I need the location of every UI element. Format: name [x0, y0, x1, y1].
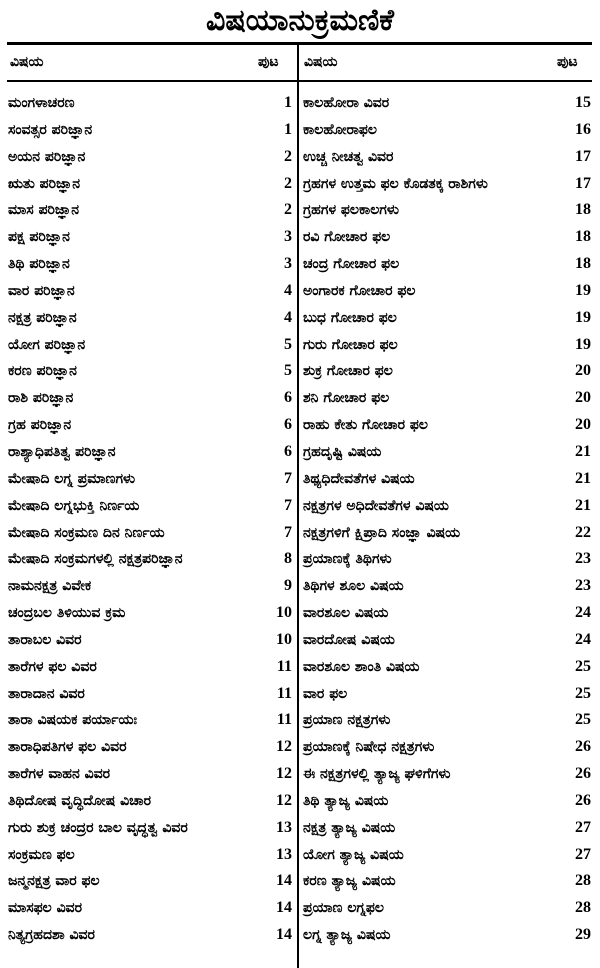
toc-entry — [303, 175, 593, 202]
toc-entry-topic: ಪ್ರಯಾಣಕ್ಕೆ ತಿಥಿಗಳು — [303, 551, 392, 568]
toc-entry-topic: ತಾರೆಗಳ ವಾಹನ ವಿವರ — [8, 766, 111, 783]
toc-entry — [8, 524, 298, 551]
toc-entry — [303, 121, 593, 148]
toc-entry-topic: ಕಾಲಹೋರಾ ವಿವರ — [303, 95, 390, 111]
toc-entry — [303, 631, 593, 658]
toc-entry — [303, 94, 593, 121]
toc-entry — [8, 309, 298, 336]
toc-entry-page-number: 23 — [575, 550, 591, 568]
toc-entry-page-number: 22 — [575, 523, 591, 541]
toc-entry — [303, 497, 593, 524]
toc-entry-page-number: 7 — [284, 523, 292, 541]
toc-entry — [8, 94, 298, 121]
toc-entry — [8, 658, 298, 685]
toc-entry — [8, 416, 298, 443]
toc-entry-page-number: 10 — [276, 630, 292, 648]
toc-entry — [8, 792, 298, 819]
toc-entry-topic: ಲಗ್ನ ತ್ಯಾಜ್ಯ ವಿಷಯ — [303, 927, 391, 944]
toc-entry — [8, 685, 298, 712]
toc-entry — [303, 658, 593, 685]
toc-entry-topic: ಸಂಕ್ರಮಣ ಫಲ — [8, 846, 75, 863]
toc-entry-topic: ಶುಕ್ರ ಗೋಚಾರ ಫಲ — [303, 363, 393, 380]
toc-entry-page-number: 17 — [575, 147, 591, 165]
toc-entry-topic: ಚಂದ್ರಬಲ ತಿಳಿಯುವ ಕ್ರಮ — [8, 605, 126, 622]
toc-entry-topic: ತಿಥಿಗಳ ಶೂಲ ವಿಷಯ — [303, 578, 404, 595]
toc-entry-page-number: 10 — [276, 604, 292, 622]
toc-entry-page-number: 18 — [575, 228, 591, 246]
toc-entry-page-number: 2 — [284, 201, 292, 219]
toc-entry-topic: ಋತು ಪರಿಜ್ಞಾನ — [8, 175, 81, 192]
toc-entry-page-number: 20 — [575, 389, 591, 407]
toc-entry-page-number: 6 — [284, 442, 292, 460]
toc-entry-page-number: 2 — [284, 174, 292, 192]
toc-entry-topic: ಯೋಗ ಪರಿಜ್ಞಾನ — [8, 336, 86, 353]
toc-entry-topic: ನಕ್ಷತ್ರಗಳ ಅಧಿದೇವತೆಗಳ ವಿಷಯ — [303, 497, 449, 514]
page-title: ವಿಷಯಾನುಕ್ರಮಣಿಕೆ — [206, 3, 394, 38]
toc-entry-topic: ನಿತ್ಯಗ್ರಹದಶಾ ವಿವರ — [8, 927, 95, 944]
toc-entry-page-number: 29 — [575, 926, 591, 944]
toc-entry-topic: ಮೇಷಾದಿ ಸಂಕ್ರಮಗಳಲ್ಲಿ ನಕ್ಷತ್ರಪರಿಜ್ಞಾನ — [8, 551, 183, 568]
toc-entry — [8, 443, 298, 470]
toc-entry — [303, 711, 593, 738]
right-topic-header: ವಿಷಯ — [304, 54, 338, 70]
toc-entry — [8, 201, 298, 228]
toc-entry-topic: ತಾರಾಧಿಪತಿಗಳ ಫಲ ವಿವರ — [8, 739, 127, 756]
toc-entry-topic: ವಾರಶೂಲ ಶಾಂತಿ ವಿಷಯ — [303, 658, 420, 675]
toc-entry-page-number: 12 — [276, 738, 292, 756]
toc-entry-topic: ಯೋಗ ತ್ಯಾಜ್ಯ ವಿಷಯ — [303, 846, 404, 863]
toc-entry-page-number: 1 — [284, 94, 292, 111]
toc-entry-topic: ಗ್ರಹಗಳ ಉತ್ತಮ ಫಲ ಕೊಡತಕ್ಕ ರಾಶಿಗಳು — [303, 175, 488, 192]
toc-entry-page-number: 20 — [575, 416, 591, 434]
toc-entry — [8, 711, 298, 738]
toc-entry-topic: ರವಿ ಗೋಚಾರ ಫಲ — [303, 229, 391, 246]
toc-entry-page-number: 27 — [575, 818, 591, 836]
toc-entry-page-number: 8 — [284, 550, 292, 568]
toc-entry-topic: ಕರಣ ಪರಿಜ್ಞಾನ — [8, 363, 77, 380]
toc-entry-topic: ಮಾಸಫಲ ವಿವರ — [8, 900, 83, 917]
toc-entry-page-number: 3 — [284, 228, 292, 246]
toc-entry-page-number: 6 — [284, 416, 292, 434]
toc-entry-page-number: 26 — [575, 738, 591, 756]
toc-entry-page-number: 2 — [284, 147, 292, 165]
toc-entry-topic: ಗ್ರಹ ಪರಿಜ್ಞಾನ — [8, 417, 72, 434]
toc-entry — [303, 685, 593, 712]
toc-entry — [303, 872, 593, 899]
top-rule — [7, 42, 592, 45]
toc-entry — [303, 926, 593, 953]
toc-entry-page-number: 4 — [284, 308, 292, 326]
toc-entry-page-number: 11 — [276, 711, 292, 729]
toc-entry-page-number: 17 — [575, 174, 591, 192]
toc-entry-page-number: 26 — [575, 765, 591, 783]
toc-entry-topic: ಮೇಷಾದಿ ಲಗ್ನಭುಕ್ತಿ ನಿರ್ಣಯ — [8, 497, 140, 514]
toc-entry — [303, 765, 593, 792]
toc-entry-topic: ಚಂದ್ರ ಗೋಚಾರ ಫಲ — [303, 256, 400, 273]
toc-entry — [303, 282, 593, 309]
toc-entry — [303, 524, 593, 551]
toc-entry — [303, 201, 593, 228]
toc-entry-page-number: 19 — [575, 335, 591, 353]
toc-entry — [303, 309, 593, 336]
toc-entry — [8, 470, 298, 497]
toc-entry-page-number: 11 — [276, 657, 292, 675]
toc-entry — [303, 416, 593, 443]
toc-entry-page-number: 21 — [575, 442, 591, 460]
toc-entry — [8, 926, 298, 953]
toc-entry-page-number: 25 — [575, 684, 591, 702]
toc-entry-page-number: 13 — [276, 818, 292, 836]
toc-entry-topic: ವಾರದೋಷ ವಿಷಯ — [303, 631, 395, 648]
toc-entry — [8, 550, 298, 577]
toc-entry — [8, 336, 298, 363]
toc-entry — [303, 470, 593, 497]
toc-entry-page-number: 1 — [284, 120, 292, 138]
toc-entry-page-number: 7 — [284, 469, 292, 487]
toc-entry-page-number: 14 — [276, 899, 292, 917]
toc-entry-page-number: 19 — [575, 308, 591, 326]
toc-entry-page-number: 24 — [575, 630, 591, 648]
toc-entry-topic: ಬುಧ ಗೋಚಾರ ಫಲ — [303, 309, 397, 326]
toc-entry — [8, 738, 298, 765]
toc-entry — [8, 389, 298, 416]
toc-entry — [303, 550, 593, 577]
toc-entry-page-number: 11 — [276, 684, 292, 702]
toc-entry-page-number: 12 — [276, 791, 292, 809]
toc-entry — [8, 362, 298, 389]
toc-entry-topic: ತಿಥಿ ಪರಿಜ್ಞಾನ — [8, 256, 70, 273]
toc-entry — [8, 255, 298, 282]
toc-entry-page-number: 3 — [284, 255, 292, 273]
toc-entry — [8, 604, 298, 631]
toc-entry-topic: ವಾರ ಫಲ — [303, 685, 348, 702]
toc-entry-page-number: 4 — [284, 281, 292, 299]
toc-entry — [303, 148, 593, 175]
toc-entry — [8, 497, 298, 524]
toc-entry-page-number: 19 — [575, 281, 591, 299]
toc-entry-page-number: 25 — [575, 711, 591, 729]
toc-entry-page-number: 28 — [575, 872, 591, 890]
toc-entry-page-number: 5 — [284, 335, 292, 353]
toc-entry — [303, 846, 593, 873]
toc-entry-page-number: 23 — [575, 577, 591, 595]
left-topic-header: ವಿಷಯ — [10, 54, 44, 70]
toc-entry-topic: ಗ್ರಹದೃಷ್ಟಿ ವಿಷಯ — [303, 443, 382, 460]
toc-entry-topic: ನಾಮನಕ್ಷತ್ರ ವಿವೇಕ — [8, 578, 92, 595]
toc-entry-topic: ನಕ್ಷತ್ರಗಳಿಗೆ ಕ್ಷಿಪ್ರಾದಿ ಸಂಜ್ಞಾ ವಿಷಯ — [303, 524, 461, 541]
right-contents-column — [303, 94, 593, 953]
toc-entry-topic: ಪ್ರಯಾಣ ನಕ್ಷತ್ರಗಳು — [303, 712, 391, 729]
header-rule — [7, 80, 592, 82]
toc-entry — [303, 819, 593, 846]
toc-entry-topic: ವಾರಶೂಲ ವಿಷಯ — [303, 605, 389, 622]
toc-entry-page-number: 21 — [575, 496, 591, 514]
toc-entry — [8, 577, 298, 604]
toc-entry-topic: ಪಕ್ಷ ಪರಿಜ್ಞಾನ — [8, 229, 70, 246]
toc-entry — [8, 282, 298, 309]
toc-entry-topic: ತಾರಾಬಲ ವಿವರ — [8, 631, 82, 648]
toc-entry-topic: ಮಂಗಳಾಚರಣ — [8, 95, 75, 111]
toc-entry-topic: ತಿಥಿದೋಷ ವೃದ್ಧಿದೋಷ ವಿಚಾರ — [8, 792, 152, 809]
toc-entry-topic: ಮೇಷಾದಿ ಲಗ್ನ ಪ್ರಮಾಣಗಳು — [8, 470, 136, 487]
toc-entry-topic: ಜನ್ಮನಕ್ಷತ್ರ ವಾರ ಫಲ — [8, 873, 100, 890]
toc-entry-page-number: 15 — [575, 94, 591, 111]
toc-entry-topic: ಕರಣ ತ್ಯಾಜ್ಯ ವಿಷಯ — [303, 873, 396, 890]
toc-entry-topic: ನಕ್ಷತ್ರ ಪರಿಜ್ಞಾನ — [8, 309, 77, 326]
toc-entry — [8, 899, 298, 926]
toc-entry — [8, 121, 298, 148]
toc-entry-topic: ರಾಶಿ ಪರಿಜ್ಞಾನ — [8, 390, 74, 407]
toc-entry — [303, 336, 593, 363]
toc-entry-topic: ತಿಥಿ ತ್ಯಾಜ್ಯ ವಿಷಯ — [303, 792, 389, 809]
toc-entry — [8, 846, 298, 873]
toc-entry-page-number: 5 — [284, 362, 292, 380]
toc-entry-page-number: 28 — [575, 899, 591, 917]
toc-entry — [8, 175, 298, 202]
toc-entry — [8, 228, 298, 255]
right-page-header: ಪುಟ — [557, 54, 578, 70]
toc-entry-topic: ಅಂಗಾರಕ ಗೋಚಾರ ಫಲ — [303, 282, 416, 299]
toc-entry — [303, 389, 593, 416]
toc-entry — [303, 577, 593, 604]
toc-entry — [303, 899, 593, 926]
toc-entry-page-number: 24 — [575, 604, 591, 622]
toc-entry-page-number: 27 — [575, 845, 591, 863]
toc-entry — [303, 255, 593, 282]
toc-entry-topic: ಪ್ರಯಾಣಕ್ಕೆ ನಿಷೇಧ ನಕ್ಷತ್ರಗಳು — [303, 739, 435, 756]
toc-entry-topic: ನಕ್ಷತ್ರ ತ್ಯಾಜ್ಯ ವಿಷಯ — [303, 819, 396, 836]
toc-entry — [8, 819, 298, 846]
left-page-header: ಪುಟ — [258, 54, 279, 70]
toc-entry-topic: ತಾರೆಗಳ ಫಲ ವಿವರ — [8, 658, 97, 675]
toc-entry-page-number: 25 — [575, 657, 591, 675]
toc-entry — [303, 228, 593, 255]
toc-entry — [303, 443, 593, 470]
toc-entry-topic: ಶನಿ ಗೋಚಾರ ಫಲ — [303, 390, 390, 407]
toc-entry-topic: ಮೇಷಾದಿ ಸಂಕ್ರಮಣ ದಿನ ನಿರ್ಣಯ — [8, 524, 165, 541]
toc-entry-topic: ಉಚ್ಚ ನೀಚತ್ವ ವಿವರ — [303, 148, 394, 165]
toc-entry — [303, 604, 593, 631]
toc-entry-topic: ವಾರ ಪರಿಜ್ಞಾನ — [8, 282, 75, 299]
toc-entry-topic: ರಾಹು ಕೇತು ಗೋಚಾರ ಫಲ — [303, 417, 428, 434]
toc-entry-page-number: 26 — [575, 791, 591, 809]
toc-entry-topic: ಗ್ರಹಗಳ ಫಲಕಾಲಗಳು — [303, 202, 399, 219]
toc-entry — [303, 792, 593, 819]
toc-entry — [303, 362, 593, 389]
toc-entry-page-number: 18 — [575, 201, 591, 219]
toc-entry-topic: ಪ್ರಯಾಣ ಲಗ್ನಫಲ — [303, 900, 384, 917]
toc-entry-topic: ಈ ನಕ್ಷತ್ರಗಳಲ್ಲಿ ತ್ಯಾಜ್ಯ ಘಳಿಗೆಗಳು — [303, 766, 451, 783]
toc-entry-topic: ತಾರಾ ವಿಷಯಕ ಪರ್ಯಾಯಃ — [8, 712, 137, 729]
toc-entry-topic: ಮಾಸ ಪರಿಜ್ಞಾನ — [8, 202, 80, 219]
toc-entry-page-number: 14 — [276, 872, 292, 890]
toc-entry-page-number: 16 — [575, 120, 591, 138]
toc-entry-topic: ಅಯನ ಪರಿಜ್ಞಾನ — [8, 148, 86, 165]
toc-entry-page-number: 14 — [276, 926, 292, 944]
toc-entry-topic: ರಾಶ್ಯಾಧಿಪತಿತ್ವ ಪರಿಜ್ಞಾನ — [8, 443, 116, 460]
toc-entry-page-number: 21 — [575, 469, 591, 487]
toc-entry — [303, 738, 593, 765]
toc-entry — [8, 148, 298, 175]
toc-entry-page-number: 20 — [575, 362, 591, 380]
toc-entry-page-number: 12 — [276, 765, 292, 783]
toc-entry-page-number: 18 — [575, 255, 591, 273]
toc-entry-topic: ಸಂವತ್ಸರ ಪರಿಜ್ಞಾನ — [8, 121, 93, 138]
left-contents-column — [8, 94, 298, 953]
toc-entry-page-number: 6 — [284, 389, 292, 407]
toc-entry-topic: ಕಾಲಹೋರಾಫಲ — [303, 121, 377, 138]
toc-entry — [8, 631, 298, 658]
toc-entry-topic: ಗುರು ಗೋಚಾರ ಫಲ — [303, 336, 398, 353]
toc-entry-page-number: 7 — [284, 496, 292, 514]
toc-entry-page-number: 13 — [276, 845, 292, 863]
toc-entry-topic: ತಿಥ್ಯಧಿದೇವತೆಗಳ ವಿಷಯ — [303, 470, 415, 487]
toc-entry — [8, 765, 298, 792]
toc-entry-page-number: 9 — [284, 577, 292, 595]
toc-entry-topic: ಗುರು ಶುಕ್ರ ಚಂದ್ರರ ಬಾಲ ವೃದ್ಧತ್ವ ವಿವರ — [8, 819, 188, 836]
toc-entry — [8, 872, 298, 899]
toc-entry-topic: ತಾರಾದಾನ ವಿವರ — [8, 685, 85, 702]
